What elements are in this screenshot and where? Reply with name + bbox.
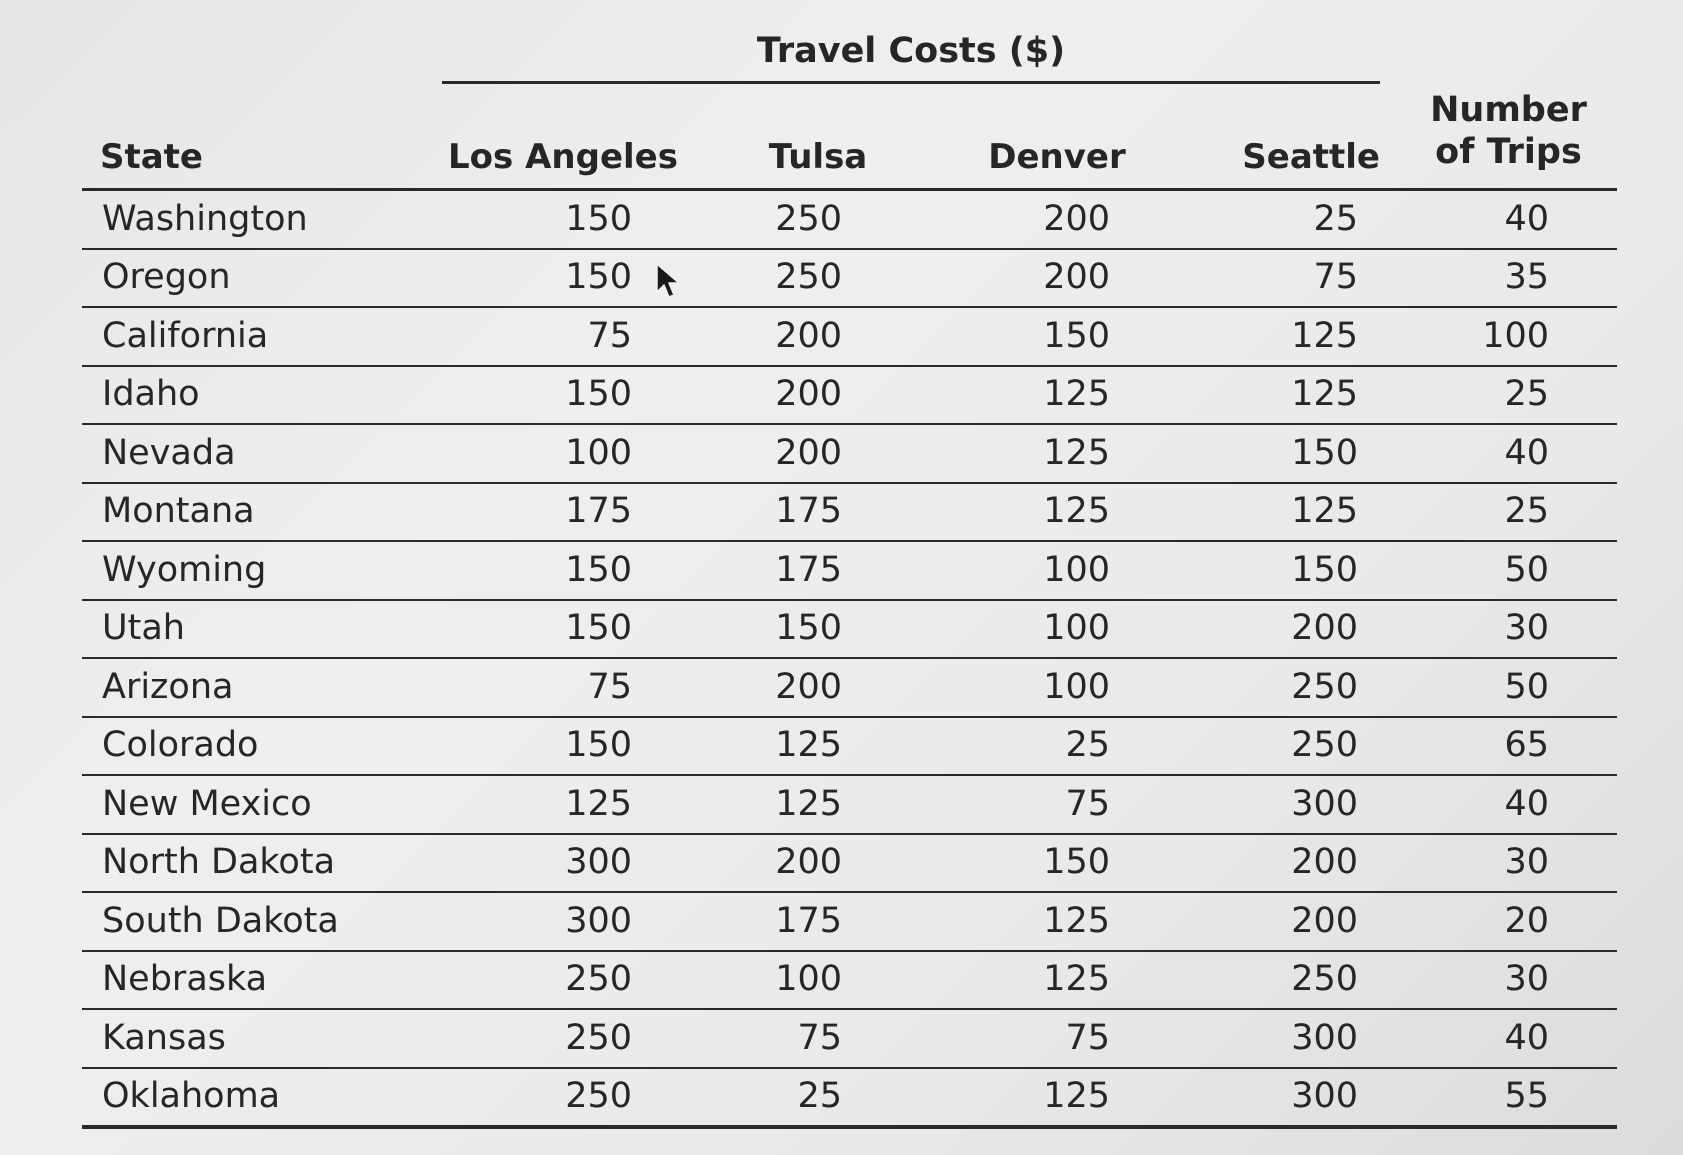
table-row: [82, 190, 1617, 249]
state-cell: Oklahoma: [82, 1068, 442, 1128]
los-angeles-cost-cell: 150: [442, 249, 684, 308]
trips-cell: 40: [1400, 1009, 1617, 1068]
state-cell: Kansas: [82, 1009, 442, 1068]
column-header-trips-line1: Number: [1430, 89, 1587, 130]
seattle-cost-cell: 250: [1162, 658, 1400, 717]
seattle-cost-cell: 250: [1162, 951, 1400, 1010]
state-cell: Idaho: [82, 366, 442, 425]
denver-cost-cell: 125: [952, 1068, 1162, 1128]
table-row: [82, 717, 1617, 776]
tulsa-cost-cell: 200: [684, 307, 952, 366]
table-row: [82, 366, 1617, 425]
tulsa-cost-cell: 200: [684, 834, 952, 893]
denver-cost-cell: 25: [952, 717, 1162, 776]
los-angeles-cost-cell: 150: [442, 600, 684, 659]
state-cell: South Dakota: [82, 892, 442, 951]
los-angeles-cost-cell: 75: [442, 658, 684, 717]
state-cell: Colorado: [82, 717, 442, 776]
trips-cell: 50: [1400, 541, 1617, 600]
seattle-cost-cell: 200: [1162, 834, 1400, 893]
trips-cell: 40: [1400, 775, 1617, 834]
trips-cell: 65: [1400, 717, 1617, 776]
seattle-cost-cell: 250: [1162, 717, 1400, 776]
trips-cell: 20: [1400, 892, 1617, 951]
state-cell: New Mexico: [82, 775, 442, 834]
denver-cost-cell: 100: [952, 600, 1162, 659]
state-cell: Utah: [82, 600, 442, 659]
denver-cost-cell: 100: [952, 658, 1162, 717]
state-cell: California: [82, 307, 442, 366]
trips-cell: 25: [1400, 483, 1617, 542]
seattle-cost-cell: 200: [1162, 892, 1400, 951]
travel-costs-table-container: [82, 28, 1617, 1129]
trips-cell: 50: [1400, 658, 1617, 717]
seattle-cost-cell: 125: [1162, 483, 1400, 542]
table-row: [82, 834, 1617, 893]
seattle-cost-cell: 25: [1162, 190, 1400, 249]
mouse-pointer-icon: [655, 262, 685, 302]
seattle-cost-cell: 200: [1162, 600, 1400, 659]
column-header-los-angeles: Los Angeles: [442, 96, 684, 190]
tulsa-cost-cell: 250: [684, 190, 952, 249]
los-angeles-cost-cell: 125: [442, 775, 684, 834]
table-row: [82, 307, 1617, 366]
table-row: [82, 1068, 1617, 1128]
trips-cell: 100: [1400, 307, 1617, 366]
state-cell: Wyoming: [82, 541, 442, 600]
state-cell: Arizona: [82, 658, 442, 717]
tulsa-cost-cell: 150: [684, 600, 952, 659]
tulsa-cost-cell: 100: [684, 951, 952, 1010]
trips-cell: 25: [1400, 366, 1617, 425]
column-header-tulsa: Tulsa: [684, 96, 952, 190]
table-row: [82, 541, 1617, 600]
seattle-cost-cell: 300: [1162, 1068, 1400, 1128]
table-row: [82, 249, 1617, 308]
table-row: [82, 1009, 1617, 1068]
table-row: [82, 775, 1617, 834]
los-angeles-cost-cell: 75: [442, 307, 684, 366]
denver-cost-cell: 75: [952, 775, 1162, 834]
travel-costs-table: [82, 28, 1617, 1129]
los-angeles-cost-cell: 250: [442, 1009, 684, 1068]
table-row: [82, 424, 1617, 483]
trips-cell: 55: [1400, 1068, 1617, 1128]
state-cell: Nevada: [82, 424, 442, 483]
los-angeles-cost-cell: 300: [442, 834, 684, 893]
denver-cost-cell: 200: [952, 190, 1162, 249]
tulsa-cost-cell: 125: [684, 717, 952, 776]
denver-cost-cell: 150: [952, 307, 1162, 366]
column-header-seattle: Seattle: [1162, 96, 1400, 190]
trips-cell: 40: [1400, 424, 1617, 483]
seattle-cost-cell: 300: [1162, 1009, 1400, 1068]
los-angeles-cost-cell: 100: [442, 424, 684, 483]
column-header-trips-line2: of Trips: [1435, 132, 1582, 173]
seattle-cost-cell: 125: [1162, 307, 1400, 366]
denver-cost-cell: 200: [952, 249, 1162, 308]
los-angeles-cost-cell: 175: [442, 483, 684, 542]
column-header-trips: [1400, 28, 1617, 190]
table-row: [82, 892, 1617, 951]
table-row: [82, 483, 1617, 542]
trips-cell: 35: [1400, 249, 1617, 308]
tulsa-cost-cell: 250: [684, 249, 952, 308]
tulsa-cost-cell: 125: [684, 775, 952, 834]
seattle-cost-cell: 150: [1162, 541, 1400, 600]
state-cell: Washington: [82, 190, 442, 249]
denver-cost-cell: 125: [952, 483, 1162, 542]
seattle-cost-cell: 300: [1162, 775, 1400, 834]
trips-cell: 30: [1400, 600, 1617, 659]
tulsa-cost-cell: 200: [684, 658, 952, 717]
los-angeles-cost-cell: 300: [442, 892, 684, 951]
tulsa-cost-cell: 200: [684, 424, 952, 483]
column-header-row: [82, 96, 1617, 190]
group-header-row: [82, 28, 1617, 96]
table-row: [82, 951, 1617, 1010]
table-row: [82, 600, 1617, 659]
tulsa-cost-cell: 175: [684, 483, 952, 542]
tulsa-cost-cell: 200: [684, 366, 952, 425]
table-row: [82, 658, 1617, 717]
state-cell: North Dakota: [82, 834, 442, 893]
trips-cell: 30: [1400, 834, 1617, 893]
travel-costs-group-header: [442, 28, 1400, 96]
seattle-cost-cell: 150: [1162, 424, 1400, 483]
denver-cost-cell: 125: [952, 424, 1162, 483]
denver-cost-cell: 100: [952, 541, 1162, 600]
column-header-denver: Denver: [952, 96, 1162, 190]
los-angeles-cost-cell: 250: [442, 1068, 684, 1128]
trips-cell: 40: [1400, 190, 1617, 249]
state-cell: Oregon: [82, 249, 442, 308]
los-angeles-cost-cell: 150: [442, 190, 684, 249]
seattle-cost-cell: 75: [1162, 249, 1400, 308]
los-angeles-cost-cell: 250: [442, 951, 684, 1010]
los-angeles-cost-cell: 150: [442, 366, 684, 425]
state-cell: Montana: [82, 483, 442, 542]
group-header-spacer: [82, 28, 442, 96]
trips-cell: 30: [1400, 951, 1617, 1010]
tulsa-cost-cell: 175: [684, 892, 952, 951]
denver-cost-cell: 125: [952, 951, 1162, 1010]
los-angeles-cost-cell: 150: [442, 541, 684, 600]
tulsa-cost-cell: 75: [684, 1009, 952, 1068]
denver-cost-cell: 75: [952, 1009, 1162, 1068]
denver-cost-cell: 150: [952, 834, 1162, 893]
column-header-state: State: [82, 96, 442, 190]
seattle-cost-cell: 125: [1162, 366, 1400, 425]
state-cell: Nebraska: [82, 951, 442, 1010]
denver-cost-cell: 125: [952, 892, 1162, 951]
tulsa-cost-cell: 25: [684, 1068, 952, 1128]
denver-cost-cell: 125: [952, 366, 1162, 425]
tulsa-cost-cell: 175: [684, 541, 952, 600]
los-angeles-cost-cell: 150: [442, 717, 684, 776]
travel-costs-group-label: Travel Costs ($): [442, 34, 1380, 84]
